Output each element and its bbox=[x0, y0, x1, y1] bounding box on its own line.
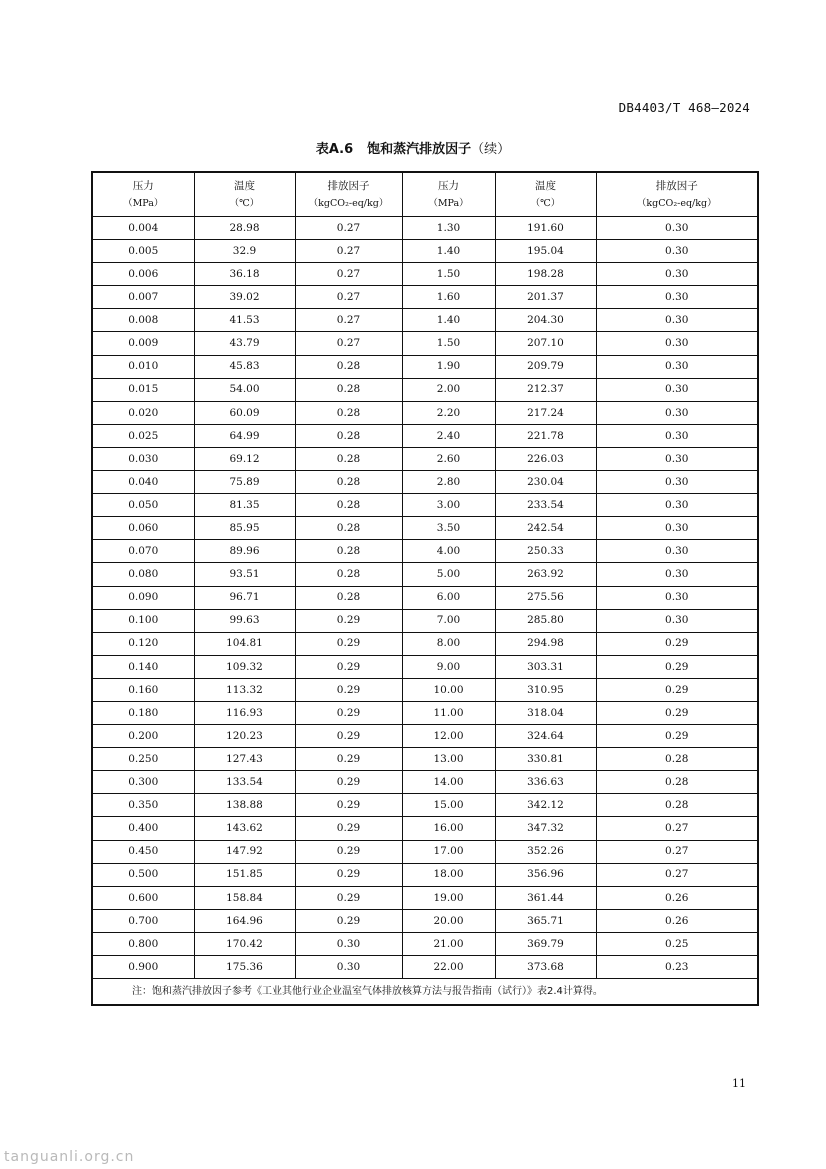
table-row bbox=[92, 655, 758, 678]
table-cell: 1.50 bbox=[402, 332, 495, 355]
table-row bbox=[92, 956, 758, 979]
column-header: 压力 （MPa） bbox=[92, 172, 194, 217]
table-row bbox=[92, 217, 758, 240]
table-cell: 342.12 bbox=[495, 794, 596, 817]
table-cell: 6.00 bbox=[402, 586, 495, 609]
table-cell: 96.71 bbox=[194, 586, 295, 609]
table-cell: 2.20 bbox=[402, 401, 495, 424]
table-cell: 151.85 bbox=[194, 863, 295, 886]
table-cell: 0.25 bbox=[596, 932, 758, 955]
table-row bbox=[92, 632, 758, 655]
table-cell: 69.12 bbox=[194, 447, 295, 470]
table-continued-mark: （续） bbox=[471, 142, 511, 157]
table-row bbox=[92, 909, 758, 932]
table-cell: 330.81 bbox=[495, 748, 596, 771]
table-cell: 20.00 bbox=[402, 909, 495, 932]
table-cell: 104.81 bbox=[194, 632, 295, 655]
table-cell: 0.30 bbox=[596, 401, 758, 424]
table-row bbox=[92, 378, 758, 401]
column-header: 温度 （℃） bbox=[194, 172, 295, 217]
table-cell: 0.060 bbox=[92, 517, 194, 540]
table-cell: 164.96 bbox=[194, 909, 295, 932]
table-cell: 0.29 bbox=[295, 701, 402, 724]
table-row bbox=[92, 840, 758, 863]
table-cell: 0.29 bbox=[596, 678, 758, 701]
table-row bbox=[92, 725, 758, 748]
table-cell: 127.43 bbox=[194, 748, 295, 771]
table-cell: 0.30 bbox=[295, 932, 402, 955]
table-cell: 0.080 bbox=[92, 563, 194, 586]
table-cell: 0.27 bbox=[295, 263, 402, 286]
table-cell: 204.30 bbox=[495, 309, 596, 332]
table-cell: 0.29 bbox=[596, 701, 758, 724]
table-cell: 54.00 bbox=[194, 378, 295, 401]
table-row bbox=[92, 794, 758, 817]
table-cell: 18.00 bbox=[402, 863, 495, 886]
table-cell: 41.53 bbox=[194, 309, 295, 332]
table-cell: 0.27 bbox=[295, 240, 402, 263]
table-cell: 0.28 bbox=[295, 447, 402, 470]
table-cell: 81.35 bbox=[194, 494, 295, 517]
table-cell: 0.050 bbox=[92, 494, 194, 517]
table-cell: 0.30 bbox=[596, 309, 758, 332]
table-cell: 369.79 bbox=[495, 932, 596, 955]
table-row bbox=[92, 447, 758, 470]
table-cell: 99.63 bbox=[194, 609, 295, 632]
table-cell: 0.28 bbox=[295, 586, 402, 609]
table-cell: 0.450 bbox=[92, 840, 194, 863]
table-cell: 75.89 bbox=[194, 471, 295, 494]
table-cell: 11.00 bbox=[402, 701, 495, 724]
table-cell: 336.63 bbox=[495, 771, 596, 794]
table-cell: 0.100 bbox=[92, 609, 194, 632]
table-row bbox=[92, 286, 758, 309]
table-cell: 263.92 bbox=[495, 563, 596, 586]
table-cell: 0.29 bbox=[295, 886, 402, 909]
table-cell: 85.95 bbox=[194, 517, 295, 540]
table-cell: 0.025 bbox=[92, 424, 194, 447]
table-cell: 195.04 bbox=[495, 240, 596, 263]
table-row bbox=[92, 263, 758, 286]
table-cell: 0.29 bbox=[295, 632, 402, 655]
table-cell: 0.27 bbox=[295, 217, 402, 240]
table-cell: 0.29 bbox=[596, 725, 758, 748]
table-cell: 1.30 bbox=[402, 217, 495, 240]
table-row bbox=[92, 471, 758, 494]
table-cell: 45.83 bbox=[194, 355, 295, 378]
table-cell: 0.30 bbox=[596, 263, 758, 286]
table-row bbox=[92, 771, 758, 794]
table-cell: 116.93 bbox=[194, 701, 295, 724]
table-cell: 0.120 bbox=[92, 632, 194, 655]
table-cell: 303.31 bbox=[495, 655, 596, 678]
table-cell: 3.50 bbox=[402, 517, 495, 540]
table-cell: 138.88 bbox=[194, 794, 295, 817]
table-cell: 0.30 bbox=[596, 447, 758, 470]
page-number: 11 bbox=[732, 1077, 746, 1090]
table-cell: 0.070 bbox=[92, 540, 194, 563]
table-cell: 250.33 bbox=[495, 540, 596, 563]
table-cell: 120.23 bbox=[194, 725, 295, 748]
table-cell: 0.020 bbox=[92, 401, 194, 424]
table-cell: 17.00 bbox=[402, 840, 495, 863]
table-row bbox=[92, 401, 758, 424]
table-cell: 0.28 bbox=[295, 494, 402, 517]
table-cell: 0.28 bbox=[295, 517, 402, 540]
table-cell: 2.80 bbox=[402, 471, 495, 494]
table-cell: 64.99 bbox=[194, 424, 295, 447]
table-cell: 0.28 bbox=[295, 471, 402, 494]
table-cell: 0.300 bbox=[92, 771, 194, 794]
table-cell: 0.800 bbox=[92, 932, 194, 955]
table-cell: 373.68 bbox=[495, 956, 596, 979]
table-cell: 14.00 bbox=[402, 771, 495, 794]
table-cell: 0.30 bbox=[295, 956, 402, 979]
table-cell: 43.79 bbox=[194, 332, 295, 355]
table-cell: 0.006 bbox=[92, 263, 194, 286]
table-cell: 0.140 bbox=[92, 655, 194, 678]
table-cell: 1.50 bbox=[402, 263, 495, 286]
table-cell: 0.26 bbox=[596, 909, 758, 932]
table-cell: 0.30 bbox=[596, 378, 758, 401]
table-cell: 8.00 bbox=[402, 632, 495, 655]
table-cell: 19.00 bbox=[402, 886, 495, 909]
table-cell: 0.29 bbox=[295, 725, 402, 748]
table-row bbox=[92, 609, 758, 632]
table-cell: 0.29 bbox=[295, 817, 402, 840]
column-header: 压力 （MPa） bbox=[402, 172, 495, 217]
table-cell: 0.30 bbox=[596, 332, 758, 355]
table-cell: 0.600 bbox=[92, 886, 194, 909]
table-cell: 170.42 bbox=[194, 932, 295, 955]
table-cell: 10.00 bbox=[402, 678, 495, 701]
table-cell: 347.32 bbox=[495, 817, 596, 840]
table-cell: 356.96 bbox=[495, 863, 596, 886]
table-cell: 0.015 bbox=[92, 378, 194, 401]
table-cell: 93.51 bbox=[194, 563, 295, 586]
table-row bbox=[92, 886, 758, 909]
table-cell: 12.00 bbox=[402, 725, 495, 748]
table-cell: 0.30 bbox=[596, 517, 758, 540]
table-cell: 352.26 bbox=[495, 840, 596, 863]
table-cell: 1.40 bbox=[402, 309, 495, 332]
table-row bbox=[92, 748, 758, 771]
table-cell: 0.29 bbox=[295, 863, 402, 886]
table-row bbox=[92, 863, 758, 886]
table-cell: 207.10 bbox=[495, 332, 596, 355]
table-cell: 0.26 bbox=[596, 886, 758, 909]
table-cell: 0.30 bbox=[596, 424, 758, 447]
table-row bbox=[92, 701, 758, 724]
table-cell: 0.28 bbox=[295, 424, 402, 447]
table-cell: 0.29 bbox=[295, 840, 402, 863]
table-cell: 2.00 bbox=[402, 378, 495, 401]
table-cell: 0.30 bbox=[596, 540, 758, 563]
table-cell: 0.27 bbox=[596, 863, 758, 886]
table-cell: 32.9 bbox=[194, 240, 295, 263]
table-cell: 0.900 bbox=[92, 956, 194, 979]
table-cell: 0.28 bbox=[295, 355, 402, 378]
table-row bbox=[92, 355, 758, 378]
table-cell: 0.400 bbox=[92, 817, 194, 840]
table-cell: 2.60 bbox=[402, 447, 495, 470]
table-cell: 212.37 bbox=[495, 378, 596, 401]
table-row bbox=[92, 240, 758, 263]
table-cell: 0.500 bbox=[92, 863, 194, 886]
table-cell: 294.98 bbox=[495, 632, 596, 655]
table-cell: 1.40 bbox=[402, 240, 495, 263]
table-cell: 0.180 bbox=[92, 701, 194, 724]
table-cell: 158.84 bbox=[194, 886, 295, 909]
table-cell: 0.27 bbox=[295, 332, 402, 355]
table-cell: 1.90 bbox=[402, 355, 495, 378]
table-cell: 0.29 bbox=[295, 678, 402, 701]
table-cell: 143.62 bbox=[194, 817, 295, 840]
table-cell: 0.28 bbox=[295, 563, 402, 586]
table-cell: 2.40 bbox=[402, 424, 495, 447]
table-cell: 198.28 bbox=[495, 263, 596, 286]
table-cell: 0.009 bbox=[92, 332, 194, 355]
table-cell: 324.64 bbox=[495, 725, 596, 748]
table-cell: 0.29 bbox=[295, 655, 402, 678]
table-cell: 0.28 bbox=[596, 771, 758, 794]
table-cell: 0.29 bbox=[295, 609, 402, 632]
table-cell: 242.54 bbox=[495, 517, 596, 540]
table-cell: 60.09 bbox=[194, 401, 295, 424]
table-cell: 0.27 bbox=[295, 309, 402, 332]
table-row bbox=[92, 932, 758, 955]
table-cell: 0.23 bbox=[596, 956, 758, 979]
table-cell: 0.090 bbox=[92, 586, 194, 609]
table-cell: 4.00 bbox=[402, 540, 495, 563]
document-code: DB4403/T 468—2024 bbox=[618, 100, 750, 115]
table-cell: 230.04 bbox=[495, 471, 596, 494]
table-cell: 0.27 bbox=[295, 286, 402, 309]
table-cell: 217.24 bbox=[495, 401, 596, 424]
table-cell: 221.78 bbox=[495, 424, 596, 447]
table-cell: 0.28 bbox=[295, 378, 402, 401]
table-cell: 0.010 bbox=[92, 355, 194, 378]
table-cell: 0.29 bbox=[295, 794, 402, 817]
table-row bbox=[92, 424, 758, 447]
table-cell: 22.00 bbox=[402, 956, 495, 979]
table-cell: 15.00 bbox=[402, 794, 495, 817]
table-cell: 0.29 bbox=[596, 655, 758, 678]
table-cell: 175.36 bbox=[194, 956, 295, 979]
table-row bbox=[92, 540, 758, 563]
table-cell: 0.30 bbox=[596, 286, 758, 309]
table-cell: 361.44 bbox=[495, 886, 596, 909]
table-cell: 3.00 bbox=[402, 494, 495, 517]
table-row bbox=[92, 309, 758, 332]
table-title bbox=[0, 138, 826, 157]
table-cell: 226.03 bbox=[495, 447, 596, 470]
table-cell: 109.32 bbox=[194, 655, 295, 678]
table-cell: 36.18 bbox=[194, 263, 295, 286]
table-cell: 21.00 bbox=[402, 932, 495, 955]
table-cell: 0.30 bbox=[596, 240, 758, 263]
watermark: tanguanli.org.cn bbox=[4, 1149, 135, 1165]
table-cell: 0.007 bbox=[92, 286, 194, 309]
table-cell: 16.00 bbox=[402, 817, 495, 840]
table-row bbox=[92, 494, 758, 517]
table-cell: 0.160 bbox=[92, 678, 194, 701]
table-cell: 233.54 bbox=[495, 494, 596, 517]
table-cell: 191.60 bbox=[495, 217, 596, 240]
table-cell: 318.04 bbox=[495, 701, 596, 724]
table-cell: 0.30 bbox=[596, 217, 758, 240]
table-row bbox=[92, 678, 758, 701]
table-cell: 7.00 bbox=[402, 609, 495, 632]
table-cell: 365.71 bbox=[495, 909, 596, 932]
table-cell: 0.30 bbox=[596, 586, 758, 609]
table-row bbox=[92, 817, 758, 840]
table-cell: 209.79 bbox=[495, 355, 596, 378]
table-cell: 147.92 bbox=[194, 840, 295, 863]
table-cell: 0.200 bbox=[92, 725, 194, 748]
steam-emission-factor-table bbox=[91, 171, 759, 1006]
table-cell: 113.32 bbox=[194, 678, 295, 701]
table-cell: 0.29 bbox=[295, 748, 402, 771]
table-cell: 0.28 bbox=[295, 401, 402, 424]
table-cell: 28.98 bbox=[194, 217, 295, 240]
table-cell: 275.56 bbox=[495, 586, 596, 609]
table-cell: 5.00 bbox=[402, 563, 495, 586]
table-cell: 0.008 bbox=[92, 309, 194, 332]
table-cell: 0.040 bbox=[92, 471, 194, 494]
table-title-text: 饱和蒸汽排放因子 bbox=[367, 142, 472, 157]
column-header: 排放因子 （kgCO₂-eq/kg） bbox=[596, 172, 758, 217]
table-cell: 0.30 bbox=[596, 609, 758, 632]
table-cell: 13.00 bbox=[402, 748, 495, 771]
table-cell: 0.30 bbox=[596, 471, 758, 494]
table-number: 表A.6 bbox=[315, 142, 354, 157]
table-note-row bbox=[92, 979, 758, 1006]
table-cell: 0.29 bbox=[295, 771, 402, 794]
table-cell: 0.250 bbox=[92, 748, 194, 771]
table-note: 注：饱和蒸汽排放因子参考《工业其他行业企业温室气体排放核算方法与报告指南（试行）》表2.4计算得。 bbox=[92, 979, 758, 1006]
table-cell: 1.60 bbox=[402, 286, 495, 309]
table-cell: 201.37 bbox=[495, 286, 596, 309]
table-cell: 0.28 bbox=[596, 794, 758, 817]
table-row bbox=[92, 586, 758, 609]
table-cell: 0.030 bbox=[92, 447, 194, 470]
table-cell: 0.350 bbox=[92, 794, 194, 817]
table-cell: 89.96 bbox=[194, 540, 295, 563]
table-cell: 0.29 bbox=[596, 632, 758, 655]
table-cell: 0.005 bbox=[92, 240, 194, 263]
table-header-row bbox=[92, 172, 758, 217]
table-cell: 39.02 bbox=[194, 286, 295, 309]
table-row bbox=[92, 563, 758, 586]
table-cell: 0.27 bbox=[596, 840, 758, 863]
table-row bbox=[92, 332, 758, 355]
table-cell: 0.700 bbox=[92, 909, 194, 932]
table-cell: 0.004 bbox=[92, 217, 194, 240]
table-cell: 133.54 bbox=[194, 771, 295, 794]
column-header: 排放因子 （kgCO₂-eq/kg） bbox=[295, 172, 402, 217]
table-cell: 0.28 bbox=[596, 748, 758, 771]
table-cell: 0.29 bbox=[295, 909, 402, 932]
table-cell: 285.80 bbox=[495, 609, 596, 632]
table-cell: 310.95 bbox=[495, 678, 596, 701]
table-cell: 9.00 bbox=[402, 655, 495, 678]
table-cell: 0.30 bbox=[596, 355, 758, 378]
column-header: 温度 （℃） bbox=[495, 172, 596, 217]
table-cell: 0.27 bbox=[596, 817, 758, 840]
table-row bbox=[92, 517, 758, 540]
table-cell: 0.30 bbox=[596, 494, 758, 517]
table-cell: 0.28 bbox=[295, 540, 402, 563]
table-cell: 0.30 bbox=[596, 563, 758, 586]
